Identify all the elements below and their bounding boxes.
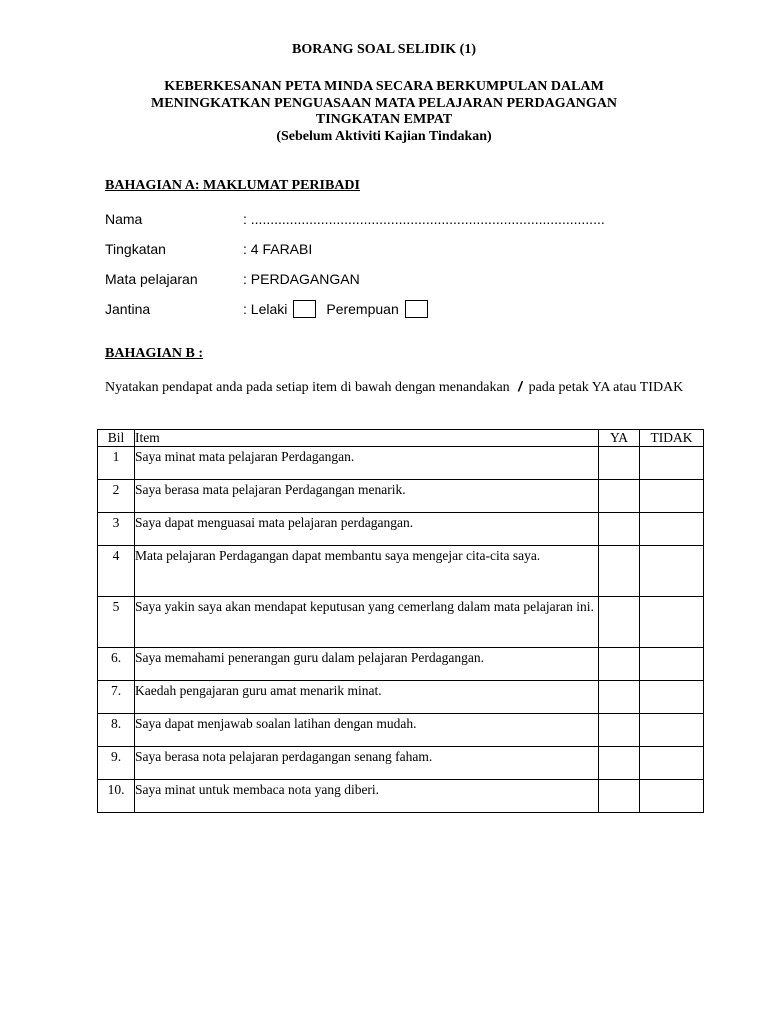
ya-cell[interactable] xyxy=(599,480,640,513)
table-row xyxy=(98,597,704,648)
row-number: 7. xyxy=(98,681,135,714)
tidak-cell[interactable] xyxy=(640,780,704,813)
row-number: 10. xyxy=(98,780,135,813)
subject-label: Mata pelajaran xyxy=(105,271,198,287)
row-item-text: Saya minat untuk membaca nota yang diberi. xyxy=(135,780,599,813)
section-a-title: BAHAGIAN A: MAKLUMAT PERIBADI xyxy=(105,178,360,193)
name-row xyxy=(105,209,605,229)
table-row xyxy=(98,681,704,714)
table-row xyxy=(98,648,704,681)
tidak-cell[interactable] xyxy=(640,747,704,780)
class-label: Tingkatan xyxy=(105,241,166,257)
ya-cell[interactable] xyxy=(599,780,640,813)
tidak-cell[interactable] xyxy=(640,480,704,513)
row-item-text: Mata pelajaran Perdagangan dapat membantu saya mengejar cita-cita saya. xyxy=(135,546,599,597)
tidak-cell[interactable] xyxy=(640,681,704,714)
tidak-cell[interactable] xyxy=(640,546,704,597)
form-heading xyxy=(0,79,768,145)
instruction-part-1: Nyatakan pendapat anda pada setiap item di bawah dengan menandakan xyxy=(105,380,510,395)
ya-cell[interactable] xyxy=(599,714,640,747)
ya-cell[interactable] xyxy=(599,747,640,780)
row-item-text: Kaedah pengajaran guru amat menarik minat. xyxy=(135,681,599,714)
tidak-cell[interactable] xyxy=(640,447,704,480)
name-label: Nama xyxy=(105,211,143,227)
class-value: : 4 FARABI xyxy=(243,241,313,257)
gender-row xyxy=(105,299,428,319)
row-number: 8. xyxy=(98,714,135,747)
ya-cell[interactable] xyxy=(599,546,640,597)
row-item-text: Saya memahami penerangan guru dalam pelajaran Perdagangan. xyxy=(135,648,599,681)
instruction-text xyxy=(105,377,715,397)
instruction-part-2: pada petak YA atau TIDAK xyxy=(528,380,684,395)
row-number: 5 xyxy=(98,597,135,648)
heading-line-3: TINGKATAN EMPAT xyxy=(315,112,453,127)
table-header-row xyxy=(98,430,704,447)
row-item-text: Saya dapat menguasai mata pelajaran perdagangan. xyxy=(135,513,599,546)
header-bil: Bil xyxy=(98,430,135,447)
tidak-cell[interactable] xyxy=(640,714,704,747)
heading-line-1: KEBERKESANAN PETA MINDA SECARA BERKUMPULAN DALAM xyxy=(164,79,604,94)
row-number: 9. xyxy=(98,747,135,780)
subject-value: : PERDAGANGAN xyxy=(243,271,360,287)
survey-table xyxy=(97,429,704,813)
tidak-cell[interactable] xyxy=(640,648,704,681)
table-row xyxy=(98,447,704,480)
subject-row xyxy=(105,269,360,289)
row-item-text: Saya berasa mata pelajaran Perdagangan menarik. xyxy=(135,480,599,513)
ya-cell[interactable] xyxy=(599,447,640,480)
ya-cell[interactable] xyxy=(599,681,640,714)
heading-line-4: (Sebelum Aktiviti Kajian Tindakan) xyxy=(276,128,492,144)
table-row xyxy=(98,714,704,747)
form-title: BORANG SOAL SELIDIK (1) xyxy=(292,42,476,57)
tidak-cell[interactable] xyxy=(640,597,704,648)
header-tidak: TIDAK xyxy=(640,430,704,447)
row-number: 6. xyxy=(98,648,135,681)
table-row xyxy=(98,747,704,780)
gender-label: Jantina xyxy=(105,301,151,317)
tick-mark-symbol: / xyxy=(518,378,523,394)
name-field[interactable]: : ........................................................................................... xyxy=(243,211,605,227)
row-number: 4 xyxy=(98,546,135,597)
row-item-text: Saya dapat menjawab soalan latihan dengan mudah. xyxy=(135,714,599,747)
ya-cell[interactable] xyxy=(599,597,640,648)
heading-line-2: MENINGKATKAN PENGUASAAN MATA PELAJARAN PERDAGANGAN xyxy=(151,95,617,111)
table-row xyxy=(98,480,704,513)
gender-male-checkbox[interactable] xyxy=(293,300,316,318)
class-row xyxy=(105,239,312,259)
ya-cell[interactable] xyxy=(599,513,640,546)
table-row xyxy=(98,780,704,813)
row-number: 3 xyxy=(98,513,135,546)
tidak-cell[interactable] xyxy=(640,513,704,546)
table-row xyxy=(98,513,704,546)
header-ya: YA xyxy=(599,430,640,447)
row-item-text: Saya minat mata pelajaran Perdagangan. xyxy=(135,447,599,480)
row-item-text: Saya yakin saya akan mendapat keputusan yang cemerlang dalam mata pelajaran ini. xyxy=(135,597,599,648)
section-b-title: BAHAGIAN B : xyxy=(105,346,204,361)
header-item: Item xyxy=(135,430,599,447)
row-number: 1 xyxy=(98,447,135,480)
row-item-text: Saya berasa nota pelajaran perdagangan senang faham. xyxy=(135,747,599,780)
row-number: 2 xyxy=(98,480,135,513)
ya-cell[interactable] xyxy=(599,648,640,681)
gender-female-label: Perempuan xyxy=(326,301,399,317)
table-row xyxy=(98,546,704,597)
gender-female-checkbox[interactable] xyxy=(405,300,428,318)
gender-male-label: : Lelaki xyxy=(243,301,288,317)
